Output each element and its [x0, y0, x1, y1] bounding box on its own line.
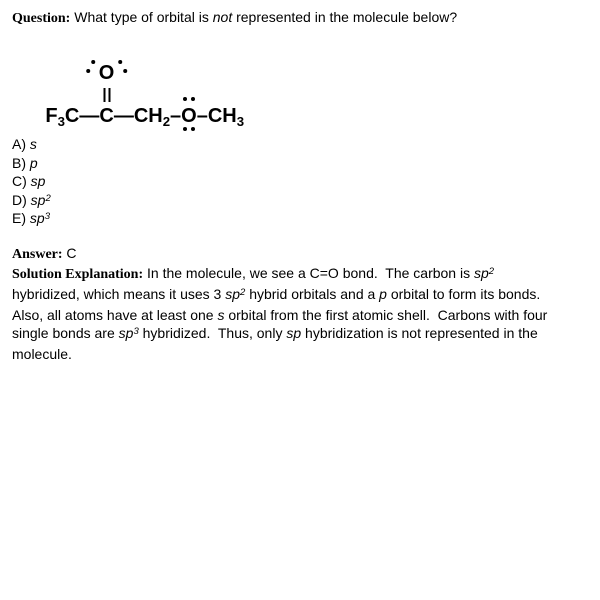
solution-line [12, 345, 592, 363]
text-segment: sp [118, 324, 134, 341]
molecule-chain [12, 62, 592, 154]
text-segment: represented in the molecule below? [232, 9, 458, 25]
bond-o-ch3: – [196, 105, 208, 127]
text-segment: p [29, 154, 38, 171]
carbonyl-carbon-symbol: C [99, 105, 114, 127]
text-segment: Answer: [12, 246, 63, 262]
molecule-diagram [12, 62, 592, 129]
answer-line [12, 244, 592, 264]
bond-f3c-c: — [79, 105, 100, 127]
lone-pair-dot [183, 127, 187, 131]
atom-carbonyl-carbon [98, 62, 115, 128]
text-segment: sp [286, 324, 302, 341]
text-segment: p [379, 285, 387, 302]
solution-explanation [12, 264, 592, 363]
text-segment: hybridized, which means it uses 3 [12, 285, 226, 302]
text-segment: not [212, 9, 233, 25]
lone-pair-dot [123, 69, 127, 73]
text-segment: 2 [45, 192, 51, 204]
text-segment: F [45, 105, 58, 127]
text-segment: CH [133, 105, 163, 127]
text-segment: hybridized. Thus, only [138, 324, 287, 341]
text-segment: sp [30, 191, 46, 208]
text-segment: In the molecule, we see a C=O bond. The carbon is [143, 264, 474, 281]
text-segment: sp [473, 264, 489, 281]
solution-line [12, 324, 592, 345]
solution-line [12, 285, 592, 306]
question-line [12, 8, 592, 28]
atom-ether-oxygen [181, 104, 197, 128]
text-segment: orbital to form its bonds. [386, 285, 541, 302]
atom-carbonyl-oxygen [99, 63, 115, 83]
text-segment: single bonds are [12, 324, 119, 341]
lone-pair-dot [91, 60, 95, 64]
bond-ch2-o: – [170, 105, 182, 127]
carbonyl-oxygen-symbol: O [98, 62, 115, 84]
text-segment: Also, all atoms have at least one [12, 306, 218, 323]
text-segment: B) [12, 154, 30, 171]
text-segment: sp [30, 173, 46, 190]
text-segment: sp [29, 210, 45, 227]
text-segment: A) [12, 136, 30, 152]
lone-pair-dot [191, 127, 195, 131]
text-segment: orbital from the first atomic shell. Carbons with four [224, 306, 548, 323]
double-bond [103, 88, 110, 102]
ether-oxygen-symbol: O [181, 105, 197, 127]
lone-pair-dot [191, 97, 195, 101]
lone-pair-dot [86, 69, 90, 73]
option-d [12, 191, 592, 210]
text-segment: Question: [12, 11, 71, 26]
text-segment: What type of orbital is [70, 9, 213, 25]
lone-pair-dot [183, 97, 187, 101]
text-segment: E) [12, 210, 30, 227]
text-segment: C [64, 105, 80, 127]
solution-line [12, 264, 592, 285]
text-segment: hybridization is not represented in the [301, 324, 538, 341]
text-segment: C [62, 244, 77, 261]
group-ch2 [134, 105, 170, 127]
text-segment: 2 [162, 113, 171, 129]
text-segment: 3 [57, 113, 65, 129]
option-b [12, 154, 592, 173]
solution-line [12, 306, 592, 324]
text-segment: C) [12, 173, 31, 190]
text-segment: sp [225, 285, 241, 302]
option-e [12, 209, 592, 228]
group-ch3 [208, 105, 244, 127]
text-segment: Solution Explanation: [12, 266, 144, 282]
text-segment: 2 [488, 265, 495, 277]
lone-pair-dot [118, 60, 122, 64]
text-segment: D) [12, 191, 31, 208]
text-segment: CH [207, 105, 237, 127]
text-segment: s [217, 306, 225, 323]
text-segment: 3 [44, 211, 50, 223]
option-c [12, 172, 592, 191]
text-segment: s [29, 136, 37, 152]
text-segment: hybrid orbitals and a [245, 285, 380, 302]
text-segment: 2 [240, 286, 246, 298]
bond-c-ch2: — [113, 105, 134, 127]
group-f3c [45, 105, 79, 127]
text-segment: 3 [133, 325, 139, 337]
text-segment: 3 [236, 113, 245, 129]
text-segment: molecule. [12, 345, 72, 362]
